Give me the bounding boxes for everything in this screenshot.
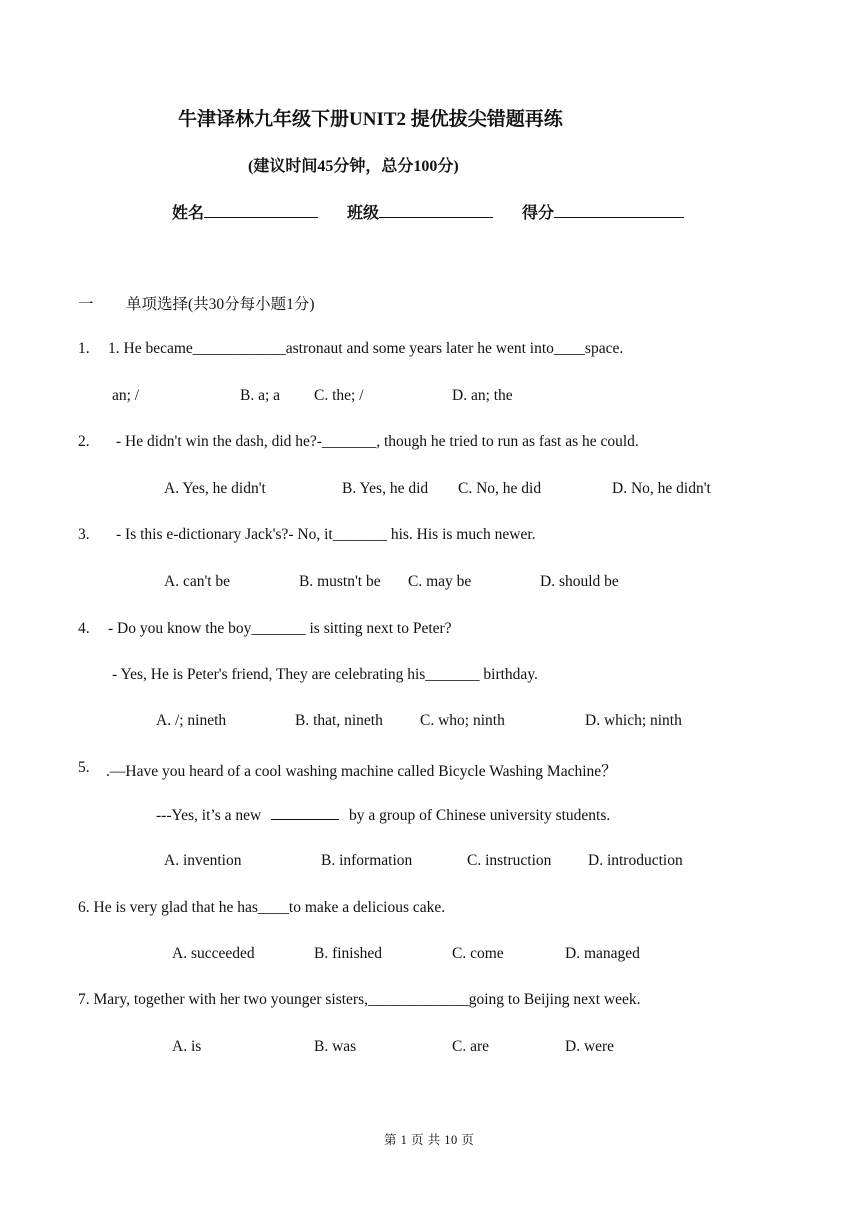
- question-stem: 6. He is very glad that he has____to make a delicious cake.: [78, 899, 446, 916]
- option-b: B. a; a: [240, 387, 281, 404]
- name-field: [172, 200, 318, 223]
- question-stem: 1. He became____________astronaut and some years later he went into____space.: [108, 340, 624, 357]
- option-c: C. No, he did: [458, 480, 542, 497]
- class-label: 班级: [347, 205, 380, 222]
- question-stem: - Do you know the boy_______ is sitting next to Peter?: [108, 620, 452, 637]
- option-d: D. managed: [565, 945, 640, 962]
- document-subtitle: (建议时间45分钟，总分100分): [248, 158, 459, 175]
- option-d: D. No, he didn't: [612, 480, 711, 497]
- option-a: A. succeeded: [172, 945, 255, 962]
- answer-blank: [271, 805, 339, 820]
- option-b: B. mustn't be: [299, 573, 381, 590]
- question-number: 4.: [78, 620, 90, 637]
- question-number: 2.: [78, 433, 90, 450]
- question-stem: .—Have you heard of a cool washing machine called Bicycle Washing Machine？: [106, 763, 617, 780]
- option-a: A. can't be: [164, 573, 231, 590]
- option-c: C. are: [452, 1038, 490, 1055]
- score-field: [522, 200, 684, 223]
- option-a: A. Yes, he didn't: [164, 480, 266, 497]
- page-footer: 第 1 页 共 10 页: [384, 1133, 475, 1147]
- option-d: D. introduction: [588, 852, 683, 869]
- name-blank: [204, 203, 318, 218]
- question-stem-reply: - Yes, He is Peter's friend, They are celebrating his_______ birthday.: [112, 666, 538, 683]
- question-number: 1.: [78, 340, 90, 357]
- option-b: B. Yes, he did: [342, 480, 429, 497]
- section-heading: 单项选择(共30分每小题1分): [126, 296, 315, 313]
- option-d: D. which; ninth: [585, 712, 682, 729]
- reply-text-after: by a group of Chinese university students.: [348, 807, 611, 824]
- document-title: 牛津译林九年级下册UNIT2 提优拔尖错题再练: [178, 109, 563, 130]
- option-d: D. an; the: [452, 387, 513, 404]
- question-number: 3.: [78, 526, 90, 543]
- option-c: C. instruction: [467, 852, 552, 869]
- reply-text-before: ---Yes, it’s a new: [156, 807, 262, 824]
- score-label: 得分: [522, 205, 555, 222]
- question-stem: 7. Mary, together with her two younger sisters,_____________going to Beijing next week.: [78, 991, 641, 1008]
- option-c: C. may be: [408, 573, 472, 590]
- section-number: 一: [78, 296, 94, 313]
- question-stem: - Is this e-dictionary Jack's?- No, it_______ his. His is much newer.: [116, 526, 536, 543]
- option-d: D. should be: [540, 573, 619, 590]
- option-b: B. information: [321, 852, 413, 869]
- option-c: C. the; /: [314, 387, 364, 404]
- option-c: C. come: [452, 945, 504, 962]
- option-b: B. finished: [314, 945, 383, 962]
- option-a: A. invention: [164, 852, 242, 869]
- name-label: 姓名: [172, 205, 205, 222]
- score-blank: [554, 203, 684, 218]
- question-stem: - He didn't win the dash, did he?-_______, though he tried to run as fast as he could.: [116, 433, 639, 450]
- option-d: D. were: [565, 1038, 615, 1055]
- option-b: B. was: [314, 1038, 357, 1055]
- option-a: A. /; nineth: [156, 712, 227, 729]
- class-field: [347, 200, 493, 223]
- question-stem-reply: [156, 805, 610, 825]
- question-number: 5.: [78, 759, 90, 776]
- option-a: A. is: [172, 1038, 202, 1055]
- option-c: C. who; ninth: [420, 712, 505, 729]
- option-b: B. that, nineth: [295, 712, 383, 729]
- option-a: an; /: [112, 387, 140, 404]
- class-blank: [379, 203, 493, 218]
